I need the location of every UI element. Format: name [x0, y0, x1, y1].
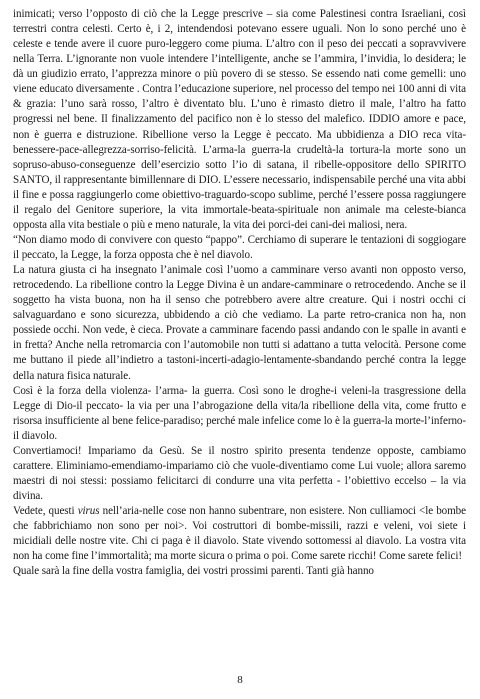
paragraph-1: inimicati; verso l’opposto di ciò che la Legge prescrive – sia come Palestinesi contra Israeliani, così terrestri contra celesti. Certo è, i 2, intendendosi potevano essere uguali. Non lo sono perché uno è celeste e tende avere il cuore puro-leggero come piuma. L’altro con il peso dei peccati a sopravvivere nella Terra. L’ignorante non vuole intendere l’intelligente, anche se l’ammira, l’invidia, lo desidera; le dà un giudizio errato, l’apprezza minore o più povero di se stesso. Se essendo nati come gemelli: uno viene educato diversamente . Contra l’educazione superiore, nel processo del tempo nei 100 anni di vita & grazia: l’uno sarà rosso, l’altro è diventato blu. L’uno è rimasto dietro il male, l’altro ha fatto progressi nel bene. Il finalizzamento del pacifico non è lo stesso del malefico. IDDIO amore e pace, non è guerra e distruzione. Ribellione verso la Legge è peccato. Ma ubbidienza a DIO reca vita-benessere-pace-allegrezza-sorriso-felicità. L’arma-la guerra-la crudeltà-la tortura-la morte sono un sopruso-abuso-conseguenze dell’esercizio sotto l’io di satana, il ribelle-oppositore dello SPIRITO SANTO, il rappresentante bimillennare di DIO. L’essere necessario, indispensabile perché una vita abbi il fine e possa raggiungerlo come obiettivo-traguardo-scopo sublime, perché l’essere possa raggiungere il regalo del Genitore superiore, la vita immortale-beata-spirituale non animale ma celeste-bianca opposta alla vita bestiale o più e meno naturale, la vita dei porci-dei cani-dei maliosi, nera. — [13, 8, 467, 231]
paragraph-3: La natura giusta ci ha insegnato l’animale così l’uomo a camminare verso avanti non opposto verso, retrocedendo. La ribellione contro la Legge Divina è un andare-camminare o retrocedendo. Anche se il soggetto ha vista buona, non ha il senso che potrebbero avere altre creature. Qui i nostri occhi ci salvaguardano e sono sicurezza, ubbidendo a ciò che vediamo. La parte retro-cranica non ha, non possiede occhi. Non vede, è cieca. Provate a camminare facendo passi andando con le spalle in avanti e in fretta? Anche nella retromarcia con l’automobile non tutti si adattano a tutta velocità. Persone come me buttano il piede all’indietro a tastoni-incerti-adagio-lentamente-sbandando perché contra la legge della natura fisica naturale. — [13, 264, 466, 382]
paragraph-5: Convertiamoci! Impariamo da Gesù. Se il nostro spirito presenta tendenze opposte, cambiamo carattere. Eliminiamo-emendiamo-impariamo ciò che vuole-diventiamo come Lui vuole; allora saremo maestri di noi stessi: possiamo felicitarci di condurre una vita perfetta - l’obiettivo eccelso – la via divina. — [13, 444, 466, 502]
paragraph-2: “Non diamo modo di convivere con questo “pappo”. Cerchiamo di superare le tentazioni di soggiogare il peccato, la Legge, la forza opposta che è nel diavolo. — [13, 233, 466, 261]
page-number: 8 — [237, 674, 243, 686]
emphasized-word: virus — [77, 505, 100, 518]
paragraph-7: Quale sarà la fine della vostra famiglia, dei vostri prossimi parenti. Tanti già hanno — [13, 565, 374, 578]
paragraph-6: Vedete, questi virus nell’aria-nelle cose non hanno subentrare, non esistere. Non culliamoci <le bombe che fabbrichiamo non sono per noi>. Voi costruttori di bombe-missili, razzi e veleni, voi siete i micidiali delle nostre vite. Chi ci paga è il diavolo. State vivendo sottomessi al diavolo. La vostra vita non ha come fine l’immortalità; ma morte sicura o prima o poi. Come sarete ricchi! Come sarete felici! — [13, 505, 466, 563]
paragraph-4: Così è la forza della violenza- l’arma- la guerra. Così sono le droghe-i veleni-la trasgressione della Legge di Dio-il peccato- la via per una l’abrogazione della vita/la ribellione della vita, come frutto e risorsa insufficiente al bene felice-paradiso; perché male infelice come lo è la guerra-la morte-l’inferno-il diavolo. — [13, 384, 466, 442]
